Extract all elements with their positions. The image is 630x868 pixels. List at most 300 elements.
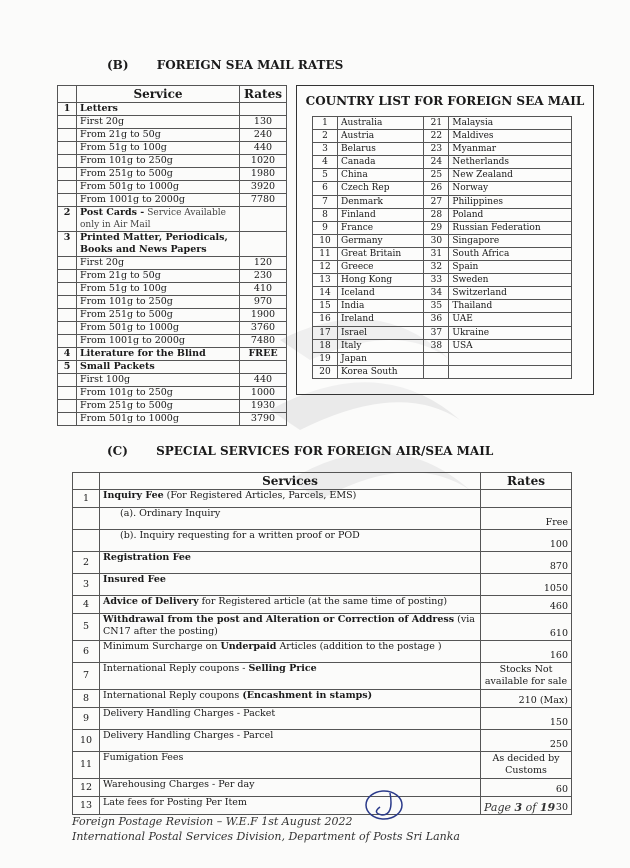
country-number: 14 (313, 287, 338, 300)
service-text-rest: (via CN17 after the posting) (103, 614, 475, 637)
table-row (58, 296, 287, 309)
table-row (58, 322, 287, 335)
country-name: USA (449, 339, 572, 352)
country-name: Norway (449, 182, 572, 195)
country-name: Greece (338, 261, 424, 274)
page-current: 3 (514, 801, 523, 814)
service-text: From 1001g to 2000g (80, 335, 185, 346)
country-number: 37 (424, 326, 449, 339)
row-service (100, 779, 481, 797)
country-number: 19 (313, 352, 338, 365)
section-c-label: (C) (107, 444, 128, 458)
row-service (77, 257, 240, 270)
country-name: UAE (449, 313, 572, 326)
service-text: From 251g to 500g (80, 400, 173, 411)
country-name: Malaysia (449, 117, 572, 130)
row-number: 1 (58, 103, 77, 116)
row-number: 6 (73, 641, 100, 663)
row-rate: 3920 (240, 181, 287, 194)
country-number: 38 (424, 339, 449, 352)
table-row (73, 508, 572, 530)
country-name: Australia (338, 117, 424, 130)
country-list-box (296, 85, 594, 395)
table-row (73, 641, 572, 663)
country-name: Japan (338, 352, 424, 365)
country-number: 16 (313, 313, 338, 326)
row-service (100, 530, 481, 552)
country-number: 7 (313, 195, 338, 208)
section-b-heading (107, 58, 343, 72)
table-row (58, 194, 287, 207)
country-name: Great Britain (338, 247, 424, 260)
row-service (77, 207, 240, 232)
country-number: 15 (313, 300, 338, 313)
row-service (77, 400, 240, 413)
table-header-row (58, 86, 287, 103)
row-number (58, 335, 77, 348)
table-row (58, 413, 287, 426)
table-row (58, 103, 287, 116)
table-row (58, 374, 287, 387)
service-text: Literature for the Blind (80, 348, 206, 359)
row-rate: 240 (240, 129, 287, 142)
row-number: 12 (73, 779, 100, 797)
table-row (58, 270, 287, 283)
row-number (58, 322, 77, 335)
service-text-bold: Registration Fee (103, 552, 191, 563)
country-number (424, 365, 449, 378)
country-name: Czech Rep (338, 182, 424, 195)
row-number: 11 (73, 752, 100, 779)
country-name: Spain (449, 261, 572, 274)
row-service (77, 387, 240, 400)
page-number (484, 801, 555, 814)
country-number: 31 (424, 247, 449, 260)
table-row (58, 232, 287, 257)
row-number: 2 (73, 552, 100, 574)
service-text: Late fees for Posting Per Item (103, 797, 247, 808)
country-number: 22 (424, 130, 449, 143)
service-text: From 1001g to 2000g (80, 194, 185, 205)
row-service (100, 690, 481, 708)
row-service (100, 663, 481, 690)
row-service (77, 181, 240, 194)
country-name (449, 365, 572, 378)
row-number (58, 270, 77, 283)
row-number: 5 (58, 361, 77, 374)
country-name: Switzerland (449, 287, 572, 300)
country-name: South Africa (449, 247, 572, 260)
service-text-rest: (For Registered Articles, Parcels, EMS) (163, 490, 357, 501)
row-number: 2 (58, 207, 77, 232)
row-number: 3 (73, 574, 100, 596)
country-number (424, 352, 449, 365)
row-number: 9 (73, 708, 100, 730)
table-row (58, 361, 287, 374)
section-c-title: SPECIAL SERVICES FOR FOREIGN AIR/SEA MAIL (156, 444, 494, 458)
row-rate: 1020 (240, 155, 287, 168)
row-service (77, 322, 240, 335)
service-text: International Reply coupons (103, 690, 243, 701)
row-number (58, 400, 77, 413)
footer-line1: Foreign Postage Revision – W.E.F 1st August 2022 (72, 815, 353, 828)
service-text: From 501g to 1000g (80, 413, 179, 424)
service-text: Letters (80, 103, 118, 114)
country-row (313, 182, 572, 195)
footer-line2: International Postal Services Division, Department of Posts Sri Lanka (72, 830, 460, 843)
row-number: 3 (58, 232, 77, 257)
row-rate: 7780 (240, 194, 287, 207)
table-row (58, 283, 287, 296)
service-text: Printed Matter, Periodicals, Books and News Papers (80, 232, 228, 255)
row-service (100, 708, 481, 730)
country-row (313, 313, 572, 326)
service-text: From 21g to 50g (80, 270, 161, 281)
table-row (58, 309, 287, 322)
row-number (58, 309, 77, 322)
service-note: Service Available only in Air Mail (80, 208, 226, 230)
service-text: First 20g (80, 116, 125, 127)
row-rate: 100 (481, 530, 572, 552)
country-name: Russian Federation (449, 221, 572, 234)
row-service (100, 508, 481, 530)
row-rate: 970 (240, 296, 287, 309)
service-text: From 101g to 250g (80, 387, 173, 398)
row-rate: Free (481, 508, 572, 530)
service-text: International Reply coupons - (103, 663, 249, 674)
country-name: Israel (338, 326, 424, 339)
country-name: Sweden (449, 274, 572, 287)
row-service (77, 194, 240, 207)
row-service (100, 730, 481, 752)
table-row (58, 181, 287, 194)
country-row (313, 261, 572, 274)
row-rate: 250 (481, 730, 572, 752)
table-row (73, 614, 572, 641)
country-row (313, 195, 572, 208)
row-rate (240, 103, 287, 116)
country-number: 1 (313, 117, 338, 130)
service-text: From 51g to 100g (80, 142, 167, 153)
row-number (58, 296, 77, 309)
table-row (73, 663, 572, 690)
row-number (58, 181, 77, 194)
row-service (100, 552, 481, 574)
row-number (58, 283, 77, 296)
service-text: First 20g (80, 257, 125, 268)
service-text: From 51g to 100g (80, 283, 167, 294)
country-row (313, 221, 572, 234)
page-total: 19 (539, 801, 556, 814)
row-rate: 1050 (481, 574, 572, 596)
country-number: 32 (424, 261, 449, 274)
country-name: Philippines (449, 195, 572, 208)
row-rate: 3760 (240, 322, 287, 335)
service-text: Delivery Handling Charges - Parcel (103, 730, 274, 741)
row-number: 13 (73, 797, 100, 815)
row-service (77, 129, 240, 142)
row-service (77, 348, 240, 361)
service-text: Warehousing Charges - Per day (103, 779, 255, 790)
service-text-bold: (Encashment in stamps) (242, 690, 373, 701)
row-service (77, 142, 240, 155)
table-row (58, 168, 287, 181)
row-number (58, 194, 77, 207)
service-text: First 100g (80, 374, 131, 385)
country-number: 26 (424, 182, 449, 195)
country-number: 33 (424, 274, 449, 287)
service-text-rest: (b). Inquiry requesting for a written proof or POD (120, 530, 360, 541)
country-name: Netherlands (449, 156, 572, 169)
country-number: 20 (313, 365, 338, 378)
service-text: From 101g to 250g (80, 296, 173, 307)
header-service: Service (77, 86, 240, 103)
row-service (77, 361, 240, 374)
row-number: 4 (73, 596, 100, 614)
country-row (313, 326, 572, 339)
page-of: of (522, 801, 540, 814)
country-name: New Zealand (449, 169, 572, 182)
country-name: Ireland (338, 313, 424, 326)
country-number: 12 (313, 261, 338, 274)
country-number: 27 (424, 195, 449, 208)
country-name: Belarus (338, 143, 424, 156)
country-number: 21 (424, 117, 449, 130)
service-text: From 21g to 50g (80, 129, 161, 140)
header-rates: Rates (481, 473, 572, 490)
row-service (77, 335, 240, 348)
country-row (313, 247, 572, 260)
country-name: Poland (449, 208, 572, 221)
country-name: Korea South (338, 365, 424, 378)
country-name: Canada (338, 156, 424, 169)
country-name: Italy (338, 339, 424, 352)
country-row (313, 300, 572, 313)
row-rate: 440 (240, 142, 287, 155)
country-name: India (338, 300, 424, 313)
service-text-bold: Underpaid (220, 641, 277, 652)
row-rate (481, 490, 572, 508)
row-rate: 210 (Max) (481, 690, 572, 708)
country-number: 30 (424, 234, 449, 247)
row-number (58, 155, 77, 168)
row-rate: 410 (240, 283, 287, 296)
service-text-rest: (a). Ordinary Inquiry (120, 508, 221, 519)
country-row (313, 365, 572, 378)
row-service (100, 574, 481, 596)
country-number: 24 (424, 156, 449, 169)
country-number: 23 (424, 143, 449, 156)
row-rate (240, 207, 287, 232)
service-text: Minimum Surcharge on (103, 641, 221, 652)
service-text-bold: Inquiry Fee (103, 490, 164, 501)
section-c-heading (107, 444, 493, 458)
row-rate: FREE (240, 348, 287, 361)
service-text: From 101g to 250g (80, 155, 173, 166)
signature-mark (360, 785, 410, 825)
service-text-bold: Insured Fee (103, 574, 166, 585)
sea-mail-rates-table (57, 85, 287, 426)
country-row (313, 234, 572, 247)
row-service (100, 490, 481, 508)
row-service (77, 413, 240, 426)
row-service (100, 614, 481, 641)
row-rate: 1930 (240, 400, 287, 413)
service-text: Delivery Handling Charges - Packet (103, 708, 276, 719)
table-row (73, 490, 572, 508)
row-rate: 1900 (240, 309, 287, 322)
row-rate (240, 232, 287, 257)
country-name: Thailand (449, 300, 572, 313)
country-number: 2 (313, 130, 338, 143)
header-rates: Rates (240, 86, 287, 103)
row-number (58, 257, 77, 270)
row-rate: 1000 (240, 387, 287, 400)
country-name: Finland (338, 208, 424, 221)
section-b-label: (B) (107, 58, 129, 72)
country-name: Denmark (338, 195, 424, 208)
service-text: Small Packets (80, 361, 155, 372)
country-number: 13 (313, 274, 338, 287)
country-name: Iceland (338, 287, 424, 300)
row-number (58, 129, 77, 142)
row-service (100, 797, 481, 815)
country-name: Austria (338, 130, 424, 143)
row-rate: 7480 (240, 335, 287, 348)
row-service (100, 752, 481, 779)
table-row (73, 752, 572, 779)
row-number: 1 (73, 490, 100, 508)
service-text: From 501g to 1000g (80, 322, 179, 333)
row-rate: 60 (481, 779, 572, 797)
country-number: 18 (313, 339, 338, 352)
table-row (58, 207, 287, 232)
country-number: 36 (424, 313, 449, 326)
row-number (58, 142, 77, 155)
header-num (58, 86, 77, 103)
country-row (313, 274, 572, 287)
row-number (58, 168, 77, 181)
country-number: 34 (424, 287, 449, 300)
row-rate: As decided by Customs (481, 752, 572, 779)
row-rate: 460 (481, 596, 572, 614)
country-name: Singapore (449, 234, 572, 247)
row-service (77, 283, 240, 296)
row-rate: Stocks Not available for sale (481, 663, 572, 690)
country-list-title: COUNTRY LIST FOR FOREIGN SEA MAIL (305, 94, 585, 108)
table-row (58, 155, 287, 168)
row-rate: 1980 (240, 168, 287, 181)
table-row (58, 400, 287, 413)
country-row (313, 169, 572, 182)
table-row (73, 730, 572, 752)
country-name: France (338, 221, 424, 234)
country-number: 11 (313, 247, 338, 260)
row-rate: 150 (481, 708, 572, 730)
row-service (77, 270, 240, 283)
row-rate: 130 (240, 116, 287, 129)
row-rate: 120 (240, 257, 287, 270)
country-row (313, 208, 572, 221)
country-list-table (312, 116, 572, 379)
table-row (73, 708, 572, 730)
table-row (73, 530, 572, 552)
table-row (58, 142, 287, 155)
country-row (313, 339, 572, 352)
table-row (58, 116, 287, 129)
table-row (73, 574, 572, 596)
country-number: 9 (313, 221, 338, 234)
service-text: Fumigation Fees (103, 752, 184, 763)
country-number: 8 (313, 208, 338, 221)
table-row (73, 779, 572, 797)
row-service (77, 309, 240, 322)
country-number: 6 (313, 182, 338, 195)
table-row (58, 257, 287, 270)
special-services-table (72, 472, 572, 815)
row-number: 4 (58, 348, 77, 361)
service-text: Post Cards - (80, 207, 145, 218)
header-services: Services (100, 473, 481, 490)
row-number (73, 508, 100, 530)
country-number: 29 (424, 221, 449, 234)
country-number: 4 (313, 156, 338, 169)
country-row (313, 287, 572, 300)
row-service (100, 596, 481, 614)
country-row (313, 130, 572, 143)
section-b-title: FOREIGN SEA MAIL RATES (156, 58, 344, 72)
row-service (100, 641, 481, 663)
country-number: 35 (424, 300, 449, 313)
row-rate: 3790 (240, 413, 287, 426)
service-text-bold: Withdrawal from the post and Alteration or Correction of Address (103, 614, 455, 625)
row-service (77, 374, 240, 387)
table-row (58, 129, 287, 142)
row-number: 10 (73, 730, 100, 752)
service-text: From 251g to 500g (80, 168, 173, 179)
country-number: 25 (424, 169, 449, 182)
country-row (313, 156, 572, 169)
service-text: From 501g to 1000g (80, 181, 179, 192)
row-number (58, 374, 77, 387)
table-row (58, 335, 287, 348)
row-number (58, 413, 77, 426)
row-number (73, 530, 100, 552)
row-service (77, 168, 240, 181)
row-rate: 160 (481, 641, 572, 663)
row-number: 7 (73, 663, 100, 690)
country-row (313, 117, 572, 130)
country-row (313, 352, 572, 365)
country-name: Maldives (449, 130, 572, 143)
row-rate (240, 361, 287, 374)
row-service (77, 103, 240, 116)
country-number: 3 (313, 143, 338, 156)
row-rate: 870 (481, 552, 572, 574)
country-number: 10 (313, 234, 338, 247)
country-number: 17 (313, 326, 338, 339)
service-text-bold: Selling Price (248, 663, 317, 674)
table-row (73, 690, 572, 708)
header-num (73, 473, 100, 490)
row-service (77, 116, 240, 129)
service-text: From 251g to 500g (80, 309, 173, 320)
country-name (449, 352, 572, 365)
row-rate: 610 (481, 614, 572, 641)
table-header-row (73, 473, 572, 490)
service-text-bold: Advice of Delivery (103, 596, 199, 607)
table-row (58, 387, 287, 400)
